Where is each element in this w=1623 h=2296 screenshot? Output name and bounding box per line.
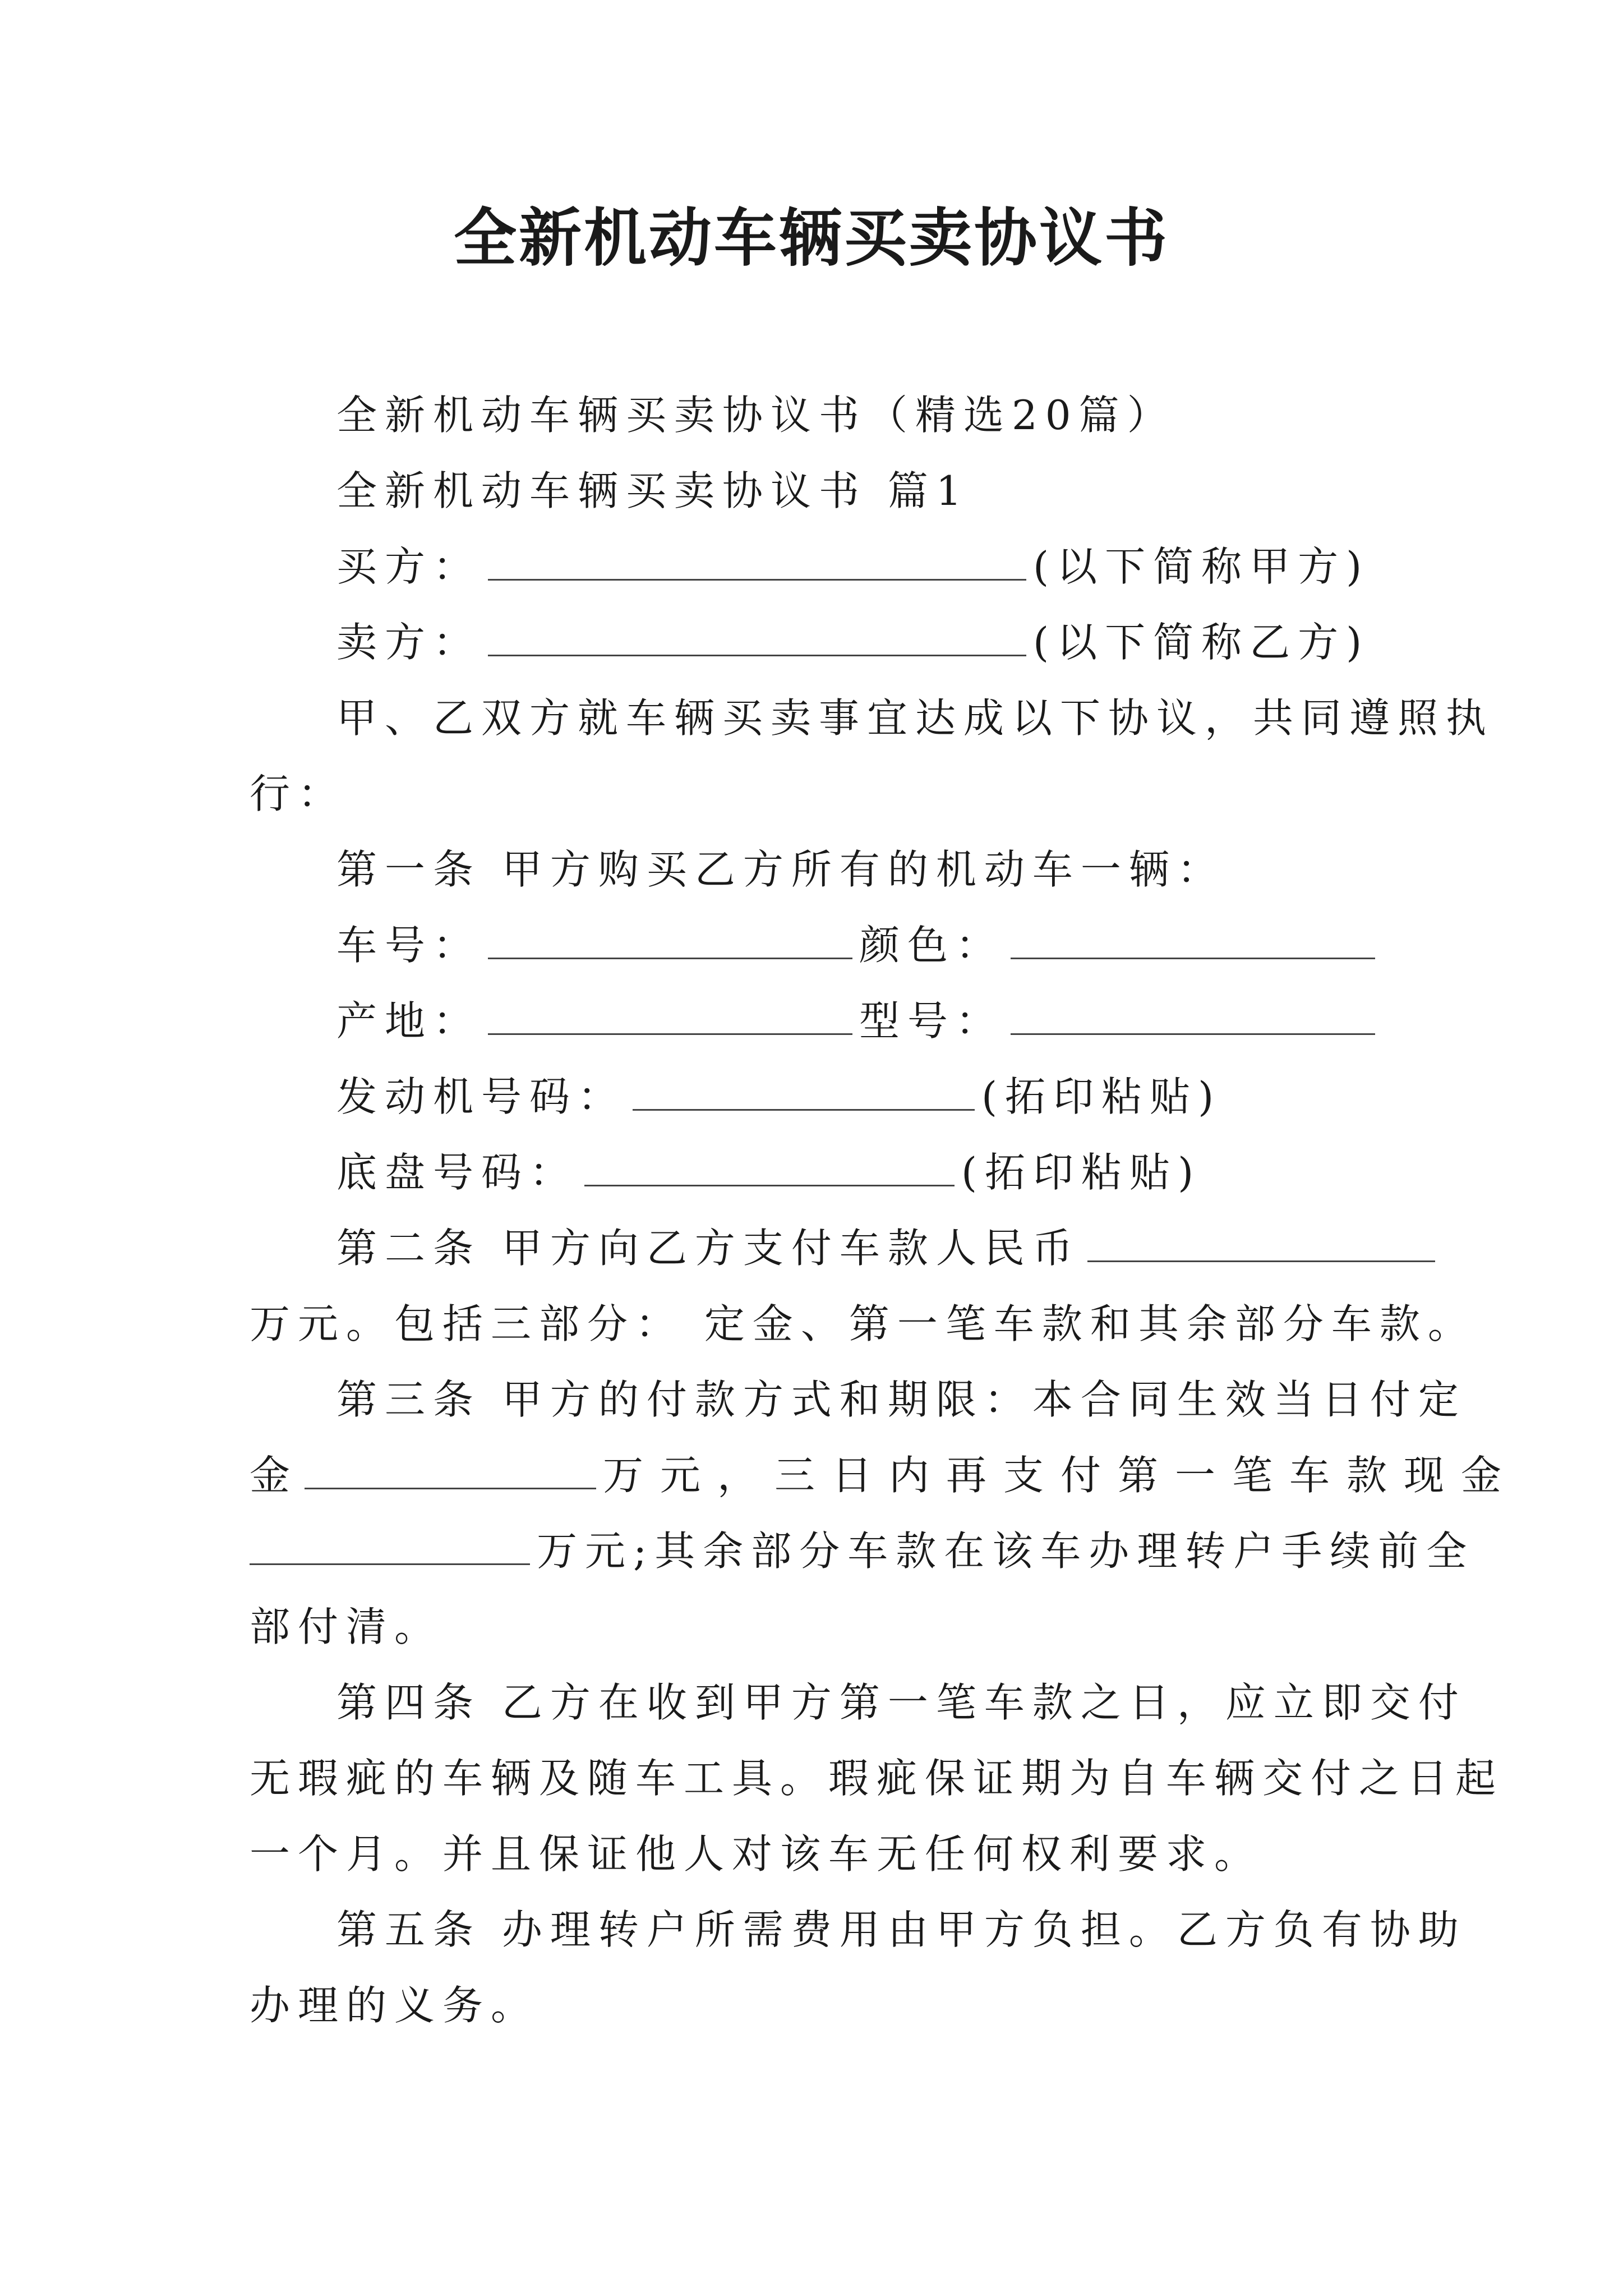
article-3-line-4: 部付清。 xyxy=(250,1603,443,1650)
seller-blank[interactable] xyxy=(488,614,1026,656)
origin-model-row xyxy=(336,993,1402,1049)
article-1: 第一条 甲方购买乙方所有的机动车一辆： xyxy=(336,846,1225,893)
intro-line-1: 甲、乙双方就车辆买卖事宜达成以下协议，共同遵照执 xyxy=(336,694,1495,742)
article-3-line-3 xyxy=(250,1523,1475,1579)
article-4-line-1: 第四条 乙方在收到甲方第一笔车款之日，应立即交付 xyxy=(336,1679,1467,1726)
price-blank[interactable] xyxy=(1087,1220,1435,1262)
color-label: 颜色： xyxy=(859,922,1004,969)
article-2-line-2: 万元。包括三部分： 定金、第一笔车款和其余部分车款。 xyxy=(250,1300,1476,1347)
origin-label: 产地： xyxy=(336,997,482,1045)
seller-label: 卖方： xyxy=(336,619,482,666)
engine-row xyxy=(336,1069,1402,1125)
chassis-suffix: (拓印粘贴) xyxy=(961,1149,1202,1196)
deposit-blank[interactable] xyxy=(305,1447,596,1489)
origin-blank[interactable] xyxy=(488,993,852,1035)
article-5-line-1: 第五条 办理转户所需费用由甲方负担。乙方负有协助 xyxy=(336,1906,1467,1953)
subtitle: 全新机动车辆买卖协议书（精选20篇） xyxy=(336,392,1175,439)
plate-color-row xyxy=(336,917,1402,973)
document-title: 全新机动车辆买卖协议书 xyxy=(454,202,1169,275)
article-3-text-c: 万元;其余部分车款在该车办理转户手续前全 xyxy=(537,1527,1475,1575)
chassis-label: 底盘号码： xyxy=(336,1149,578,1196)
chassis-blank[interactable] xyxy=(584,1144,955,1186)
article-3-line-1: 第三条 甲方的付款方式和期限：本合同生效当日付定 xyxy=(336,1376,1467,1423)
engine-blank[interactable] xyxy=(633,1069,975,1111)
seller-row xyxy=(336,614,1402,670)
article-4-line-3: 一个月。并且保证他人对该车无任何权利要求。 xyxy=(250,1830,1263,1878)
buyer-suffix: (以下简称甲方) xyxy=(1033,543,1370,590)
article-4-line-2: 无瑕疵的车辆及随车工具。瑕疵保证期为自车辆交付之日起 xyxy=(250,1755,1504,1802)
article-2-text: 第二条 甲方向乙方支付车款人民币 xyxy=(336,1225,1081,1272)
article-2-line-1 xyxy=(336,1220,1402,1276)
deposit-prefix: 金 xyxy=(250,1452,298,1499)
engine-suffix: (拓印粘贴) xyxy=(981,1073,1222,1120)
first-payment-blank[interactable] xyxy=(250,1523,530,1565)
article-3-line-2 xyxy=(250,1447,1519,1503)
intro-line-2: 行： xyxy=(250,770,347,817)
plate-blank[interactable] xyxy=(488,917,852,959)
engine-label: 发动机号码： xyxy=(336,1073,626,1120)
article-5-line-2: 办理的义务。 xyxy=(250,1982,540,2029)
chassis-row xyxy=(336,1144,1402,1200)
model-label: 型号： xyxy=(859,997,1004,1045)
buyer-row xyxy=(336,539,1402,595)
color-blank[interactable] xyxy=(1011,917,1375,959)
seller-suffix: (以下简称乙方) xyxy=(1033,619,1370,666)
plate-label: 车号： xyxy=(336,922,482,969)
model-blank[interactable] xyxy=(1011,993,1375,1035)
buyer-label: 买方： xyxy=(336,543,482,590)
buyer-blank[interactable] xyxy=(488,539,1026,581)
article-3-text-b: 万元，三日内再支付第一笔车款现金 xyxy=(603,1452,1519,1499)
section-heading: 全新机动车辆买卖协议书 篇1 xyxy=(336,467,970,514)
